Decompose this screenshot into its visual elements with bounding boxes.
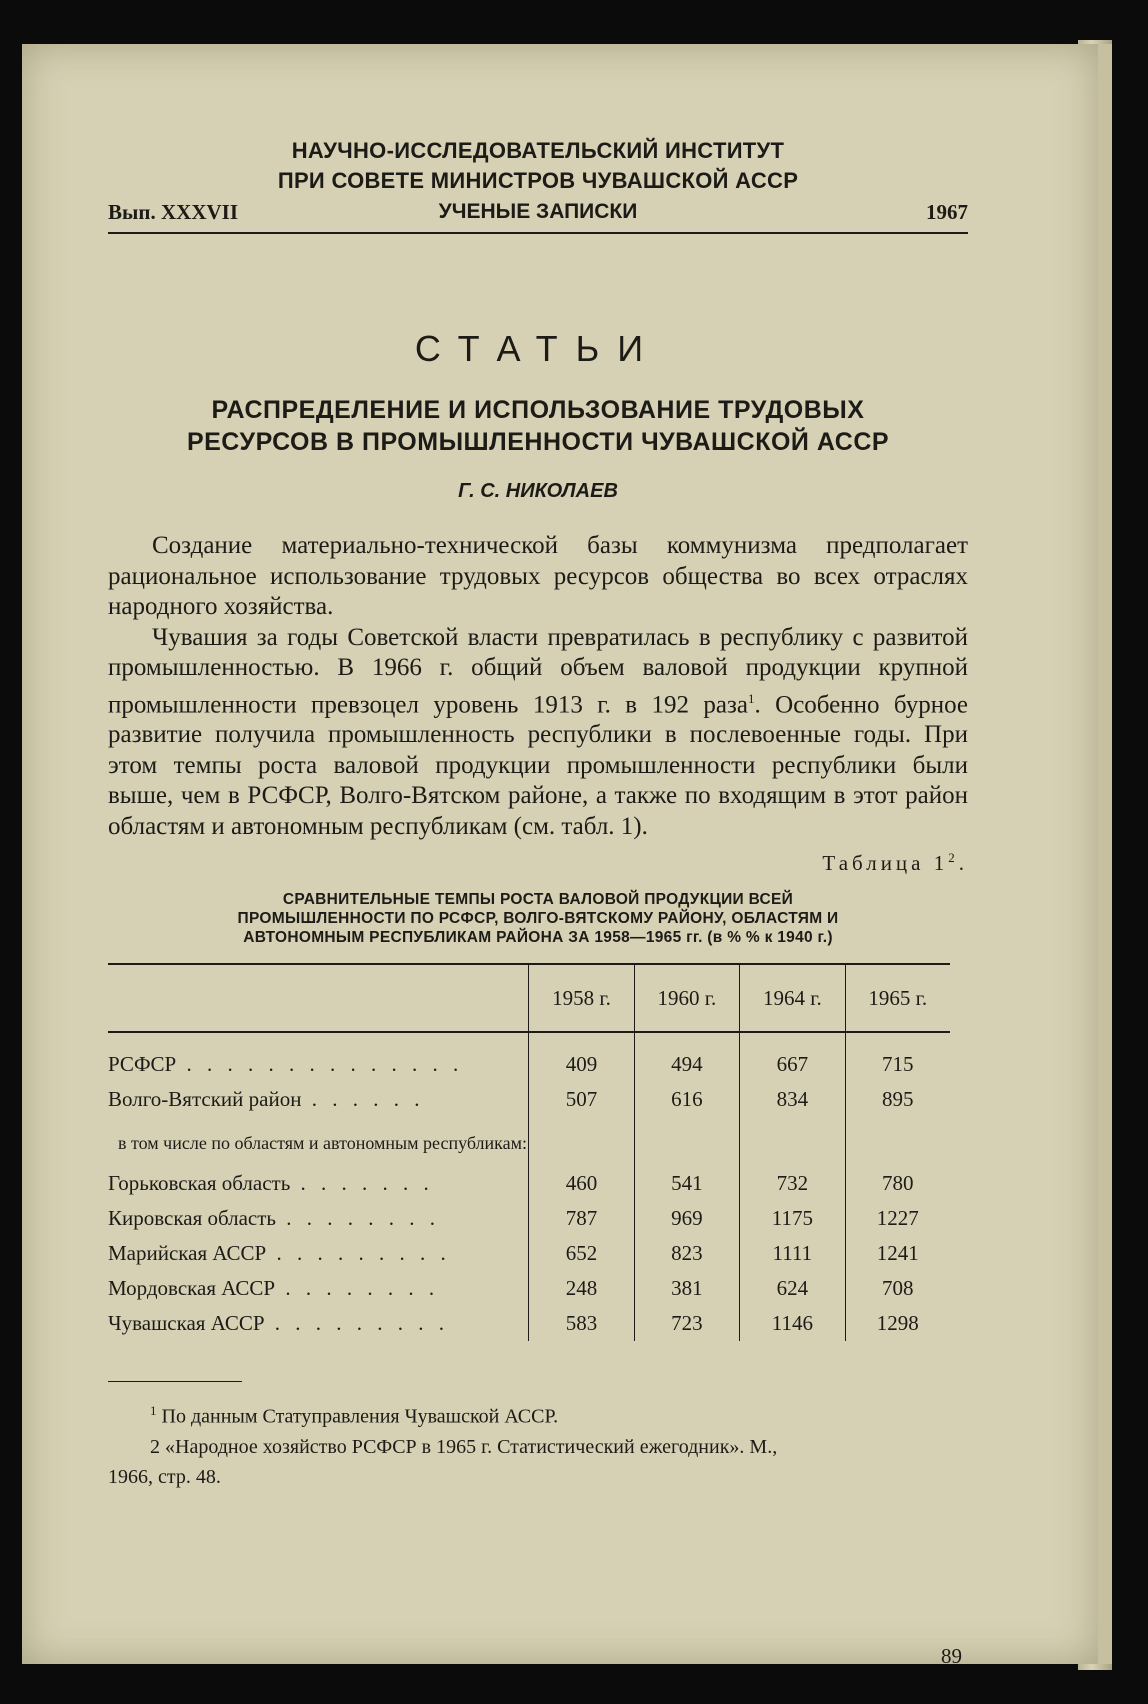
column-header: 1958 г.	[529, 964, 634, 1032]
table-subheading-row	[108, 1117, 950, 1166]
paragraph-2	[108, 623, 968, 843]
table-cell: 1175	[740, 1201, 845, 1236]
footnote-1-mark: 1	[150, 1403, 157, 1419]
footnote-ref-2: 2	[948, 850, 959, 866]
row-label	[108, 1082, 529, 1117]
leader-dots: . . . . . . . . .	[266, 1241, 451, 1266]
table-cell: 834	[740, 1082, 845, 1117]
footnote-2-mark: 2	[150, 1435, 160, 1458]
article-author: Г. С. НИКОЛАЕВ	[458, 480, 618, 502]
row-name: Мордовская АССР	[108, 1276, 276, 1301]
table-cell: 583	[529, 1306, 634, 1341]
table-cell: 494	[634, 1032, 739, 1082]
table-number-dot: .	[958, 851, 968, 876]
leader-dots: . . . . . . . . . . . . . .	[176, 1052, 464, 1077]
table-header-row	[108, 964, 950, 1032]
table-row	[108, 1032, 950, 1082]
table-cell: 667	[740, 1032, 845, 1082]
table-cell: 969	[634, 1201, 739, 1236]
table-number	[108, 850, 968, 876]
row-label	[108, 1236, 529, 1271]
table-cell: 460	[529, 1166, 634, 1201]
leader-dots: . . . . . . . .	[276, 1206, 441, 1231]
footnote-2	[108, 1432, 968, 1462]
row-label	[108, 1032, 529, 1082]
row-name: Чувашская АССР	[108, 1311, 265, 1336]
table-cell: 732	[740, 1166, 845, 1201]
table-cell: 541	[634, 1166, 739, 1201]
table-cell-empty	[845, 1117, 950, 1166]
table-row	[108, 1166, 950, 1201]
table-row	[108, 1306, 950, 1341]
institute-line-2: ПРИ СОВЕТЕ МИНИСТРОВ ЧУВАШСКОЙ АССР	[277, 168, 799, 193]
leader-dots: . . . . . .	[301, 1087, 425, 1112]
footnote-ref-1: 1	[747, 690, 755, 706]
footnote-1	[108, 1396, 968, 1432]
leader-dots: . . . . . . . . .	[264, 1311, 450, 1336]
leader-dots: . . . . . . .	[290, 1171, 434, 1196]
table-cell: 1298	[845, 1306, 950, 1341]
row-name: Горьковская область	[108, 1171, 291, 1196]
table-cell: 723	[634, 1306, 739, 1341]
row-label	[108, 1271, 529, 1306]
table-cell: 1227	[845, 1201, 950, 1236]
column-header: 1960 г.	[634, 964, 739, 1032]
table-caption-line-3: АВТОНОМНЫМ РЕСПУБЛИКАМ РАЙОНА ЗА 1958—1965 гг. (в % % к 1940 г.)	[243, 929, 833, 947]
row-name: Кировская область	[108, 1206, 277, 1231]
book-page	[22, 44, 1112, 1668]
paragraph-2-part-a: Чувашия за годы Советской власти превратилась в республику с развитой промышленностью. В 1966 г. общий объем валовой продукции крупной промышленности превзоцел уровень 1913 г. в 192 раза	[108, 623, 968, 718]
footnote-2-continuation: 1966, стр. 48.	[108, 1465, 221, 1488]
row-label	[108, 1166, 529, 1201]
paragraph-1: Создание материально-технической базы коммунизма предполагает рациональное использование трудовых ресурсов общества во всех отраслях народного хозяйства.	[108, 532, 968, 620]
table-cell-empty	[740, 1117, 845, 1166]
table-cell: 787	[529, 1201, 634, 1236]
table-cell: 624	[740, 1271, 845, 1306]
table-cell: 715	[845, 1032, 950, 1082]
table-row	[108, 1201, 950, 1236]
page-number: 89	[941, 1644, 962, 1668]
table-cell: 1111	[740, 1236, 845, 1271]
table-caption-line-1: СРАВНИТЕЛЬНЫЕ ТЕМПЫ РОСТА ВАЛОВОЙ ПРОДУКЦИИ ВСЕЙ	[282, 891, 794, 909]
page-content	[108, 136, 968, 1668]
table-cell: 381	[634, 1271, 739, 1306]
row-name: Волго-Вятский район	[108, 1087, 302, 1112]
footnote-2-text-a: «Народное хозяйство РСФСР в 1965 г. Статистический ежегодник». М.,	[165, 1435, 778, 1458]
table-cell: 616	[634, 1082, 739, 1117]
table-cell: 652	[529, 1236, 634, 1271]
table-caption	[108, 890, 968, 947]
article-title	[108, 394, 968, 458]
table-cell: 248	[529, 1271, 634, 1306]
table-cell-empty	[529, 1117, 634, 1166]
row-label	[108, 1201, 529, 1236]
series-label: УЧЕНЫЕ ЗАПИСКИ	[438, 200, 638, 223]
table-subheading: в том числе по областям и автономным республикам:	[118, 1132, 528, 1153]
table-cell: 1241	[845, 1236, 950, 1271]
institute-line-1: НАУЧНО-ИССЛЕДОВАТЕЛЬСКИЙ ИНСТИТУТ	[291, 138, 785, 163]
leader-dots: . . . . . . . .	[275, 1276, 440, 1301]
table-cell: 823	[634, 1236, 739, 1271]
table-number-text: Таблица 1	[822, 851, 949, 876]
footnote-separator	[108, 1381, 242, 1382]
table-cell: 780	[845, 1166, 950, 1201]
row-name: Марийская АССР	[108, 1241, 267, 1266]
paragraph-2-part-b: . Особенно бурное развитие получила промышленность республики в послевоенные годы. При этом темпы роста валовой продукции промышленности республики были выше, чем в РСФСР, Волго-Вятском районе, а также по входящим в этот район областям и автономным республикам (см. табл. 1).	[108, 690, 968, 840]
row-name: РСФСР	[108, 1052, 177, 1077]
year-label: 1967	[926, 200, 968, 224]
running-header	[108, 200, 968, 234]
footnote-1-text: По данным Статуправления Чувашской АССР.	[161, 1405, 559, 1428]
table-cell-empty	[634, 1117, 739, 1166]
section-heading: СТАТЬИ	[414, 328, 662, 369]
table-header-blank	[108, 964, 529, 1032]
table-cell: 1146	[740, 1306, 845, 1341]
table-row	[108, 1236, 950, 1271]
growth-table	[108, 963, 950, 1341]
row-label	[108, 1306, 529, 1341]
column-header: 1964 г.	[740, 964, 845, 1032]
table-row	[108, 1271, 950, 1306]
table-row	[108, 1082, 950, 1117]
table-cell: 895	[845, 1082, 950, 1117]
volume-label: Вып. XXXVII	[108, 200, 239, 224]
article-title-line-2: РЕСУРСОВ В ПРОМЫШЛЕННОСТИ ЧУВАШСКОЙ АССР	[186, 428, 890, 456]
table-cell: 507	[529, 1082, 634, 1117]
table-cell: 708	[845, 1271, 950, 1306]
table-caption-line-2: ПРОМЫШЛЕННОСТИ ПО РСФСР, ВОЛГО-ВЯТСКОМУ РАЙОНУ, ОБЛАСТЯМ И	[237, 910, 839, 928]
column-header: 1965 г.	[845, 964, 950, 1032]
article-title-line-1: РАСПРЕДЕЛЕНИЕ И ИСПОЛЬЗОВАНИЕ ТРУДОВЫХ	[211, 396, 865, 424]
table-cell: 409	[529, 1032, 634, 1082]
